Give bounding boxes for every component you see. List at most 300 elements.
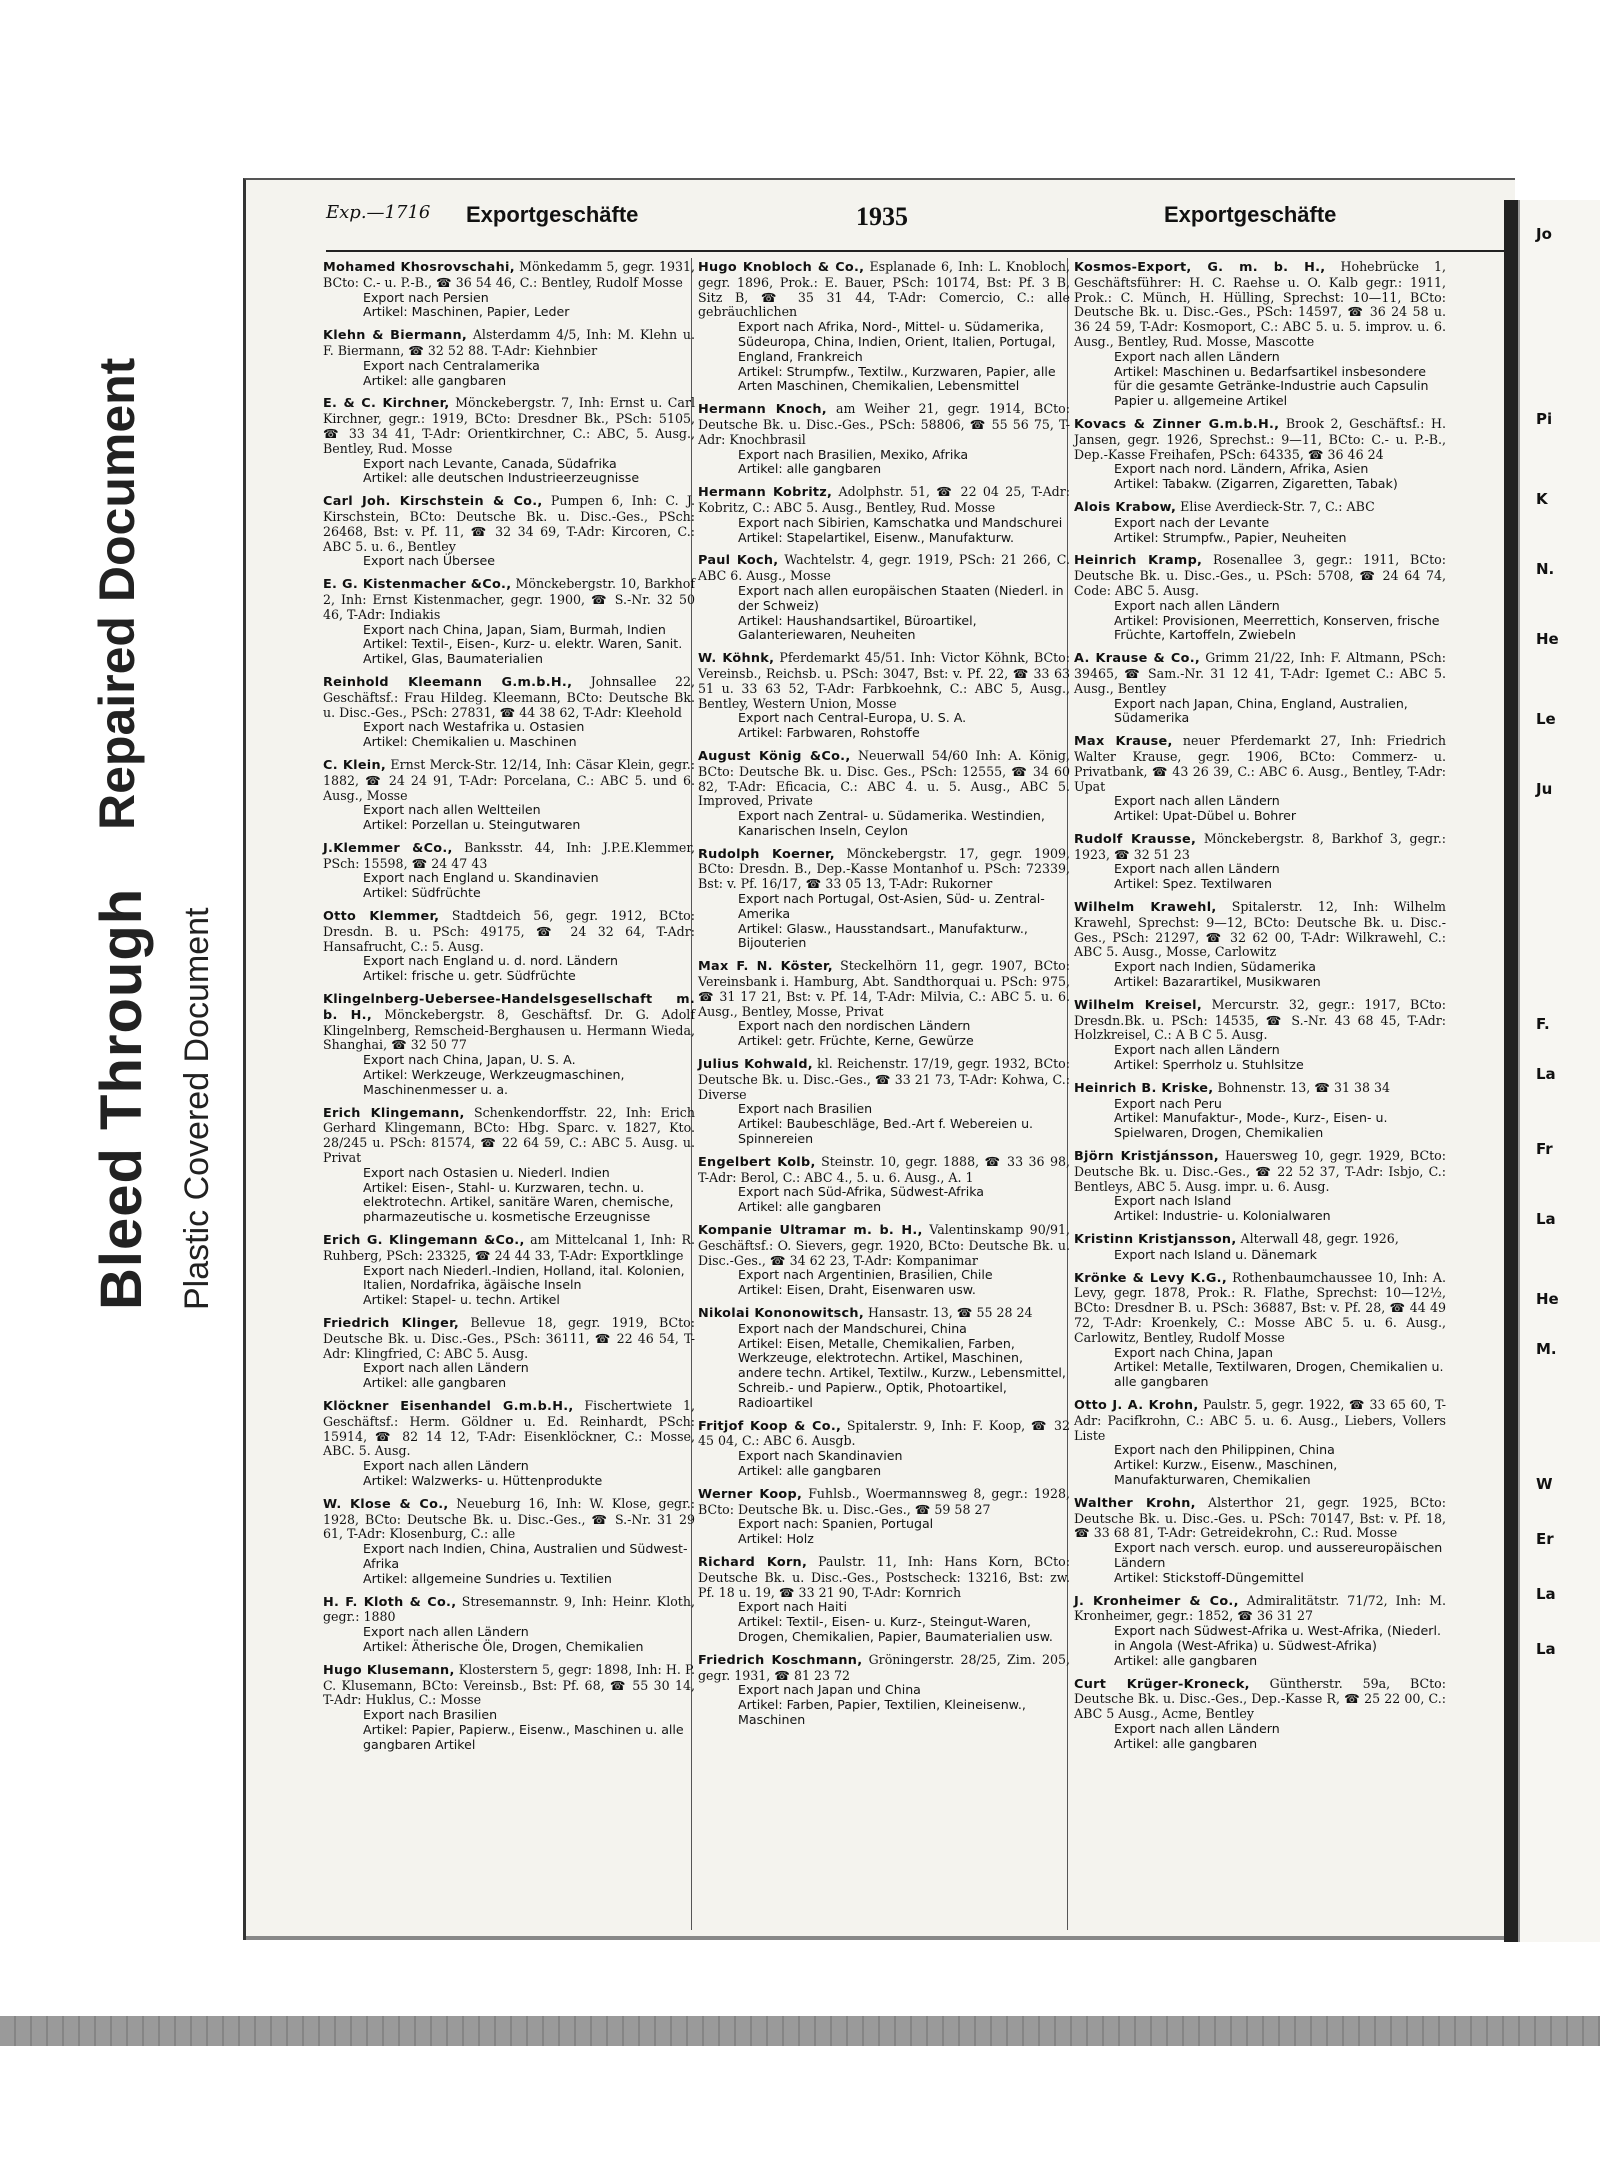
export-line: Export nach Island <box>1114 1193 1232 1209</box>
company-name: J. Kronheimer & Co., <box>1074 1593 1239 1609</box>
entry-heading <box>323 1663 695 1708</box>
article-line: Artikel: Textil-, Eisen-, Kurz- u. elektr. Waren, Sanit. Artikel, Glas, Baumaterialien <box>363 636 683 667</box>
directory-entry <box>323 1233 695 1308</box>
company-details: Spitalerstr. 9, Inh: F. Koop, ☎ 32 45 04, C.: ABC 6. Ausgb. <box>698 1417 1070 1449</box>
company-name: Wilhelm Kreisel, <box>1074 997 1203 1013</box>
export-line: Export nach allen Ländern <box>363 1458 529 1474</box>
directory-entry <box>1074 998 1446 1073</box>
article-line: Artikel: Bazarartikel, Musikwaren <box>1114 974 1321 990</box>
company-details: Johnsallee 22, Geschäftsf.: Frau Hildeg. Kleemann, BCto: Deutsche Bk. u. Disc.-Ges., PSch: 27831, ☎ 44 38 62, T-Adr: Kleehold <box>323 673 695 720</box>
company-details: am Mittelcanal 1, Inh: R. Ruhberg, PSch: 23325, ☎ 24 44 33, T-Adr: Exportklinge <box>323 1232 695 1263</box>
company-name: Max F. N. Köster, <box>698 959 833 975</box>
directory-entry <box>323 675 695 750</box>
entry-heading <box>1074 1149 1446 1194</box>
entry-heading <box>1074 417 1446 462</box>
company-details: Esplanade 6, Inh: L. Knobloch, gegr. 1896, Prok.: E. Bauer, PSch: 10174, Bst: Pf. 3 B, Sitz B, ☎ 35 31 44, T-Adr: Comercio, C.: alle gebräuchlichen <box>698 259 1070 320</box>
entry-heading <box>323 909 695 954</box>
article-line: Artikel: Kurzw., Eisenw., Maschinen, Manufakturwaren, Chemikalien <box>1114 1457 1338 1487</box>
directory-entry <box>323 758 695 833</box>
entry-heading <box>698 1487 1070 1518</box>
export-line: Export nach Afrika, Nord-, Mittel- u. Südamerika, Südeuropa, China, Indien, Orient, Italien, Portugal, England, Frankreich <box>738 319 1056 364</box>
article-line: Artikel: Textil-, Eisen- u. Kurz-, Steingut-Waren, Drogen, Chemikalien, Papier, Baumaterialien usw. <box>738 1614 1053 1644</box>
directory-entry <box>698 260 1070 394</box>
article-line: Artikel: Südfrüchte <box>363 885 481 901</box>
company-details: Bohnenstr. 13, ☎ 31 38 34 <box>1217 1079 1391 1095</box>
export-line: Export nach allen Ländern <box>1114 1042 1280 1058</box>
company-name: Klingelnberg-Uebersee-Handelsgesellschaft m. b. H., <box>323 992 695 1023</box>
company-name: Krönke & Levy K.G., <box>1074 1270 1227 1286</box>
next-page-fragment: W <box>1536 1475 1553 1493</box>
next-page-fragment: He <box>1536 630 1559 648</box>
company-name: Otto Klemmer, <box>323 909 440 925</box>
directory-entry <box>698 959 1070 1049</box>
next-page-fragment: La <box>1536 1585 1556 1603</box>
company-details: Hohebrücke 1, Geschäftsführer: H. C. Raehse u. O. Kalb gegr.: 1911, Prok.: C. Münch, H. Hülling, Sprechst: 10—11, BCto: Deutsche Bk. u. Disc.-Ges., PSch: 14597, ☎ 36 24 58 u. 36 24 59, T-Adr: Kosmoport, C.: ABC 5. u. 5. improv. u. 6. Ausg., Bentley, Rud. Mosse, Mascotte <box>1074 259 1447 349</box>
company-name: Björn Kristjánsson, <box>1074 1149 1219 1165</box>
directory-entry <box>323 396 695 486</box>
directory-entry <box>698 1487 1070 1547</box>
export-line: Export nach allen Ländern <box>363 1360 529 1376</box>
company-details: Güntherstr. 59a, BCto: Deutsche Bk. u. Disc.-Ges., Dep.-Kasse R, ☎ 25 22 00, C.: ABC 5 Ausg., Acme, Bentley <box>1074 1675 1446 1722</box>
company-name: Paul Koch, <box>698 553 779 569</box>
export-line: Export nach Centralamerika <box>363 357 540 373</box>
company-name: Otto J. A. Krohn, <box>1074 1397 1199 1413</box>
entry-heading <box>323 1233 695 1264</box>
company-details: Fuhlsb., Woermannsweg 8, gegr.: 1928, BCto: Deutsche Bk. u. Disc.-Ges., ☎ 59 58 27 <box>698 1485 1070 1517</box>
directory-entry <box>698 1155 1070 1215</box>
company-name: Alois Krabow, <box>1074 499 1177 515</box>
article-line: Artikel: Stickstoff-Düngemittel <box>1114 1569 1304 1585</box>
entry-heading <box>698 485 1070 516</box>
company-name: Friedrich Koschmann, <box>698 1652 863 1668</box>
header-section-right: Exportgeschäfte <box>1164 202 1337 227</box>
entry-heading <box>1074 500 1446 516</box>
directory-entry <box>323 1497 695 1587</box>
scan-bottom-bar <box>0 2016 1600 2046</box>
export-line: Export nach Südwest-Afrika u. West-Afrika, (Niederl. in Angola (West-Afrika) u. Südwest-Afrika) <box>1114 1623 1441 1653</box>
directory-entry <box>323 1399 695 1489</box>
article-line: Artikel: Farben, Papier, Textilien, Kleineisenw., Maschinen <box>738 1697 1026 1727</box>
company-name: Erich G. Klingemann &Co., <box>323 1233 525 1249</box>
export-line: Export nach versch. europ. und aussereuropäischen Ländern <box>1114 1540 1443 1570</box>
company-name: Rudolph Koerner, <box>698 846 835 862</box>
export-line: Export nach Japan, China, England, Australien, Südamerika <box>1114 695 1408 726</box>
company-details: Alsterdamm 4/5, Inh: M. Klehn u. F. Biermann, ☎ 32 52 88. T-Adr: Kiehnbier <box>323 327 695 358</box>
company-name: Hermann Kobritz, <box>698 485 833 501</box>
entry-heading <box>323 841 695 872</box>
company-name: Julius Kohwald, <box>698 1057 813 1073</box>
next-page-fragment: N. <box>1536 560 1555 578</box>
entry-heading <box>698 553 1070 584</box>
company-name: H. F. Kloth & Co., <box>323 1594 457 1610</box>
next-page-fragment: La <box>1536 1210 1556 1228</box>
company-details: Rosenallee 3, gegr.: 1911, BCto: Deutsche Bk. u. Disc.-Ges., u. PSch: 5708, ☎ 24 64 74, Code: ABC 5. Ausg. <box>1074 552 1446 598</box>
article-line: Artikel: Papier, Papierw., Eisenw., Maschinen u. alle gangbaren Artikel <box>363 1721 684 1752</box>
entry-heading <box>1074 1496 1446 1541</box>
directory-entry <box>698 1419 1070 1479</box>
company-details: Gröningerstr. 28/25, Zim. 205, gegr. 1931, ☎ 81 23 72 <box>698 1651 1070 1683</box>
export-line: Export nach Island u. Dänemark <box>1114 1246 1317 1262</box>
directory-entry <box>698 402 1070 477</box>
directory-entry <box>1074 1398 1446 1488</box>
export-line: Export nach Süd-Afrika, Südwest-Afrika <box>738 1184 984 1200</box>
article-line: Artikel: Manufaktur-, Mode-, Kurz-, Eisen- u. Spielwaren, Drogen, Chemikalien <box>1114 1110 1388 1141</box>
entry-heading <box>1074 260 1446 350</box>
article-line: Artikel: Chemikalien u. Maschinen <box>363 734 577 750</box>
article-line: Artikel: alle gangbaren <box>738 1199 882 1215</box>
directory-entry <box>698 1223 1070 1298</box>
company-name: Mohamed Khosrovschahi, <box>323 260 515 275</box>
export-line: Export nach England u. d. nord. Ländern <box>363 953 618 969</box>
export-line: Export nach China, Japan <box>1114 1344 1273 1360</box>
directory-entry <box>323 992 695 1098</box>
company-name: Klöckner Eisenhandel G.m.b.H., <box>323 1398 574 1414</box>
entry-heading <box>323 494 695 554</box>
entry-heading <box>698 959 1070 1019</box>
export-line: Export nach Brasilien <box>363 1707 498 1723</box>
company-name: Reinhold Kleemann G.m.b.H., <box>323 674 573 690</box>
company-details: Steckelhörn 11, gegr. 1907, BCto: Vereinsbank i. Hamburg, Abt. Sandthorquai u. PSch: 975, ☎ 31 17 21, Bst: v. Pf. 14, T-Adr: Milvia, C.: ABC 5. u. 6. Ausg., Bentley, Mosse, Privat <box>698 958 1070 1019</box>
entry-heading <box>1074 1232 1446 1248</box>
article-line: Artikel: Sperrholz u. Stuhlsitze <box>1114 1057 1304 1073</box>
article-line: Artikel: Industrie- u. Kolonialwaren <box>1114 1208 1331 1224</box>
next-page-fragment: La <box>1536 1065 1556 1083</box>
next-page-fragment: F. <box>1536 1015 1550 1033</box>
company-details: Hansastr. 13, ☎ 55 28 24 <box>868 1305 1033 1320</box>
company-name: Walther Krohn, <box>1074 1495 1196 1511</box>
company-name: Kosmos-Export, G. m. b. H., <box>1074 260 1326 275</box>
company-details: Neuerwall 54/60 Inh: A. König, BCto: Deutsche Bk. u. Disc. Ges., PSch: 12555, ☎ 34 60 82, T-Adr: Eficacia, C.: ABC 4. u. 5. Ausg., ABC 5. Improved, Private <box>698 747 1070 809</box>
company-name: Heinrich Kramp, <box>1074 553 1203 569</box>
article-line: Artikel: alle gangbaren <box>738 461 882 477</box>
company-details: Wachtelstr. 4, gegr. 1919, PSch: 21 266, C. ABC 6. Ausg., Mosse <box>698 552 1070 584</box>
entry-heading <box>698 402 1070 447</box>
company-name: Curt Krüger-Kroneck, <box>1074 1676 1250 1692</box>
article-line: Artikel: allgemeine Sundries u. Textilien <box>363 1570 612 1586</box>
company-details: kl. Reichenstr. 17/19, gegr. 1932, BCto: Deutsche Bk. u. Disc.-Ges., ☎ 33 21 73, T-Adr: Kohwa, C.: Diverse <box>698 1056 1071 1102</box>
export-line: Export nach England u. Skandinavien <box>363 870 599 886</box>
directory-entry <box>1074 832 1446 892</box>
company-name: Hugo Klusemann, <box>323 1662 455 1678</box>
company-details: Mönckebergstr. 17, gegr. 1909, BCto: Dresdn. B., Dep.-Kasse Montanhof u. PSch: 72339, Bst: v. Pf. 16/17, ☎ 33 05 13, T-Adr: Rukorner <box>698 845 1071 892</box>
company-details: Alterwall 48, gegr. 1926, <box>1240 1231 1399 1247</box>
header-section-left: Exportgeschäfte <box>466 202 639 227</box>
export-line: Export nach Argentinien, Brasilien, Chile <box>738 1267 993 1283</box>
article-line: Artikel: alle gangbaren <box>363 1375 507 1391</box>
directory-entry <box>698 553 1070 643</box>
next-page-fragment: Fr <box>1536 1140 1553 1158</box>
company-name: Richard Korn, <box>698 1554 808 1570</box>
company-name: A. Krause & Co., <box>1074 651 1201 667</box>
company-name: Kompanie Ultramar m. b. H., <box>698 1223 923 1239</box>
page-gutter <box>1504 200 1518 1942</box>
directory-entry <box>1074 1232 1446 1263</box>
company-details: Mönckebergstr. 8, Barkhof 3, gegr.: 1923, ☎ 32 51 23 <box>1074 830 1446 862</box>
company-name: Max Krause, <box>1074 734 1173 750</box>
company-details: Rothenbaumchaussee 10, Inh: A. Levy, gegr. 1878, Prok.: R. Flathe, Sprechst: 10—12½, BCto: Dresdner B. u. PSch: 36887, Bst: v. Pf. 28, ☎ 44 49 72, T-Adr: Kroenkely, C.: Mosse ABC 5. u. 6. Ausg., Carlowitz, Bentley, Rudolf Mosse <box>1074 1269 1446 1345</box>
company-name: E. G. Kistenmacher &Co., <box>323 577 512 593</box>
next-page-fragment: Le <box>1536 710 1556 728</box>
export-line: Export nach der Levante <box>1114 514 1270 530</box>
directory-entry <box>1074 900 1446 990</box>
directory-entry <box>698 651 1070 741</box>
company-details: Brook 2, Geschäftsf.: H. Jansen, gegr. 1926, Sprechst.: 9—11, BCto: C.- u. P.-B., Dep.-Kasse Freihafen, PSch: 64335, ☎ 36 46 24 <box>1074 415 1446 462</box>
directory-entry <box>1074 734 1446 824</box>
running-header <box>326 202 1515 234</box>
export-line: Export nach nord. Ländern, Afrika, Asien <box>1114 461 1369 477</box>
company-details: Mercurstr. 32, gegr.: 1917, BCto: Dresdn.Bk. u. PSch: 14535, ☎ S.-Nr. 43 68 45, T-Adr: Holzkreisel, C.: A B C 5. Ausg. <box>1074 996 1446 1043</box>
export-line: Export nach Skandinavien <box>738 1448 903 1464</box>
company-details: Banksstr. 44, Inh: J.P.E.Klemmer, PSch: 15598, ☎ 24 47 43 <box>323 839 695 871</box>
directory-entry <box>698 485 1070 545</box>
entry-heading <box>1074 553 1446 598</box>
article-line: Artikel: Strumpfw., Papier, Neuheiten <box>1114 529 1347 545</box>
company-details: Steinstr. 10, gegr. 1888, ☎ 33 36 98, T-Adr: Berol, C.: ABC 4., 5. u. 6. Ausg., A. 1 <box>698 1153 1070 1185</box>
company-name: Hermann Knoch, <box>698 402 827 418</box>
company-details: Spitalerstr. 12, Inh: Wilhelm Krawehl, Sprechst: 9—12, BCto: Deutsche Bk. u. Disc.-Ges., PSch: 21297, ☎ 32 62 00, T-Adr: Wilkrawehl, C.: ABC 5. Ausg., Mosse, Carlowitz <box>1074 899 1446 960</box>
article-line: Artikel: Porzellan u. Steingutwaren <box>363 817 581 833</box>
directory-entry <box>1074 651 1446 726</box>
entry-heading <box>323 1106 695 1166</box>
export-line: Export nach den Philippinen, China <box>1114 1442 1335 1458</box>
article-line: Artikel: getr. Früchte, Kerne, Gewürze <box>738 1033 974 1049</box>
column-1 <box>323 260 695 1761</box>
next-page-fragment: La <box>1536 1640 1556 1658</box>
entry-heading <box>323 1595 695 1626</box>
company-name: Engelbert Kolb, <box>698 1154 816 1170</box>
stamp-repaired-document: Repaired Document <box>89 357 145 830</box>
export-line: Export nach Levante, Canada, Südafrika <box>363 455 617 471</box>
directory-entry <box>698 1555 1070 1645</box>
directory-entry <box>1074 260 1446 409</box>
export-line: Export nach Persien <box>363 289 489 305</box>
directory-entry <box>323 1106 695 1225</box>
company-details: neuer Pferdemarkt 27, Inh: Friedrich Walter Krause, gegr. 1906, BCto: Commerz- u. Privatbank, ☎ 43 26 39, C.: ABC 6. Ausg., Bentley, T-Adr: Upat <box>1074 733 1446 794</box>
entry-heading <box>323 577 695 622</box>
company-details: Stresemannstr. 9, Inh: Heinr. Kloth, gegr.: 1880 <box>323 1593 695 1625</box>
directory-entry <box>323 260 695 320</box>
article-line: Artikel: Strumpfw., Textilw., Kurzwaren, Papier, alle Arten Maschinen, Chemikalien, Lebensmittel <box>738 363 1056 394</box>
article-line: Artikel: Eisen-, Stahl- u. Kurzwaren, techn. u. elektrotechn. Artikel, sanitäre Waren, chemische, pharmazeutische u. kosmetische Erzeugnisse <box>363 1179 674 1225</box>
export-line: Export nach Haiti <box>738 1599 847 1615</box>
entry-heading <box>323 1497 695 1542</box>
directory-entry <box>323 577 695 667</box>
company-details: Hauersweg 10, gegr. 1929, BCto: Deutsche Bk. u. Disc.-Ges., ☎ 22 52 37, T-Adr: Isbjo, C.: Bentleys, ABC 5. Ausg. impr. u. 6. Ausg. <box>1074 1148 1446 1194</box>
export-line: Export nach Indien, Südamerika <box>1114 959 1316 975</box>
export-line: Export nach der Mandschurei, China <box>738 1320 967 1336</box>
header-page-ref: Exp.—1716 <box>326 202 431 223</box>
company-name: W. Köhnk, <box>698 651 775 667</box>
header-rule <box>326 250 1515 252</box>
company-name: Wilhelm Krawehl, <box>1074 900 1217 916</box>
export-line: Export nach Indien, China, Australien und Südwest-Afrika <box>363 1541 688 1571</box>
company-details: Stadtdeich 56, gegr. 1912, BCto: Dresdn. B. u. PSch: 49175, ☎ 24 32 64, T-Adr: Hansafrucht, C.: 5. Ausg. <box>323 908 695 954</box>
company-name: Klehn & Biermann, <box>323 328 468 344</box>
export-line: Export nach allen Ländern <box>1114 597 1280 613</box>
company-details: Fischertwiete 1, Geschäftsf.: Herm. Göldner u. Ed. Reinhardt, PSch: 15914, ☎ 82 14 12, T-Adr: Eisenklöckner, C.: Mosse, ABC. 5. Ausg. <box>323 1397 695 1459</box>
company-details: Mönckebergstr. 7, Inh: Ernst u. Carl Kirchner, gegr.: 1919, BCto: Dresdner Bk., PSch: 5105, ☎ 33 34 41, T-Adr: Orientkirchner, C.: ABC, 5. Ausg., Bentley, Rud. Mosse <box>323 395 695 456</box>
company-name: Heinrich B. Kriske, <box>1074 1080 1214 1096</box>
export-line: Export nach Übersee <box>363 553 496 569</box>
entry-heading <box>323 260 695 291</box>
company-name: Hugo Knobloch & Co., <box>698 260 865 275</box>
entry-heading <box>1074 1677 1446 1722</box>
adjacent-page-edge <box>1518 200 1600 1942</box>
company-name: August König &Co., <box>698 748 851 764</box>
company-details: Klosterstern 5, gegr: 1898, Inh: H. P. C. Klusemann, BCto: Vereinsb., Bst: Pf. 68, ☎ 55 30 14, T-Adr: Huklus, C.: Mosse <box>323 1661 695 1708</box>
company-details: Pumpen 6, Inh: C. J. Kirschstein, BCto: Deutsche Bk. u. Disc.-Ges., PSch: 26468, Bst: v. Pf. 11, ☎ 32 34 69, T-Adr: Kircoren, C.: ABC 5. u. 6., Bentley <box>323 493 695 554</box>
entry-heading <box>698 847 1070 892</box>
company-details: Alsterthor 21, gegr. 1925, BCto: Deutsche Bk. u. Disc.-Ges. u. PSch: 70147, Bst: v. Pf. 18, ☎ 33 68 81, T-Adr: Getreidekrohn, C.: Rud. Mosse <box>1074 1494 1447 1541</box>
next-page-fragment: Jo <box>1536 225 1552 243</box>
company-name: E. & C. Kirchner, <box>323 396 450 412</box>
directory-page <box>243 178 1515 1940</box>
column-3 <box>1074 260 1446 1760</box>
export-line: Export nach allen Ländern <box>1114 861 1280 877</box>
article-line: Artikel: alle gangbaren <box>1114 1735 1258 1751</box>
entry-heading <box>698 749 1070 809</box>
export-line: Export nach allen Ländern <box>1114 348 1280 364</box>
column-2 <box>698 260 1070 1736</box>
company-details: Mönkedamm 5, gegr. 1931, BCto: C.- u. P.-B., ☎ 36 54 46, C.: Bentley, Rudolf Mosse <box>323 259 696 290</box>
article-line: Artikel: Upat-Dübel u. Bohrer <box>1114 808 1297 824</box>
export-line: Export nach Niederl.-Indien, Holland, ital. Kolonien, Italien, Nordafrika, ägäische Inseln <box>363 1262 685 1293</box>
company-name: Friedrich Klinger, <box>323 1316 459 1331</box>
directory-entry <box>698 1057 1070 1147</box>
entry-heading <box>1074 734 1446 794</box>
article-line: Artikel: Spez. Textilwaren <box>1114 876 1273 892</box>
company-name: Nikolai Kononowitsch, <box>698 1306 865 1321</box>
company-details: Elise Averdieck-Str. 7, C.: ABC <box>1180 498 1375 514</box>
company-details: Grimm 21/22, Inh: F. Altmann, PSch: 39465, ☎ Sam.-Nr. 31 12 41, T-Adr: Igemet C.: ABC 5. Ausg., Bentley <box>1074 650 1446 696</box>
next-page-fragment: He <box>1536 1290 1559 1308</box>
directory-entry <box>1074 417 1446 492</box>
company-details: Paulstr. 5, gegr. 1922, ☎ 33 65 60, T-Adr: Pacifkrohn, C.: ABC 5. u. 6. Ausg., Liebers, Vollers Liste <box>1074 1396 1446 1443</box>
directory-entry <box>1074 1149 1446 1224</box>
article-line: Artikel: Metalle, Textilwaren, Drogen, Chemikalien u. alle gangbaren <box>1114 1359 1444 1390</box>
export-line: Export nach Zentral- u. Südamerika. Westindien, Kanarischen Inseln, Ceylon <box>738 808 1045 838</box>
company-name: Carl Joh. Kirschstein & Co., <box>323 494 543 510</box>
entry-heading <box>1074 832 1446 863</box>
company-details: Bellevue 18, gegr. 1919, BCto: Deutsche Bk. u. Disc.-Ges., PSch: 36111, ☎ 22 46 54, T-Adr: Klingfried, C: ABC 5. Ausg. <box>323 1315 695 1361</box>
entry-heading <box>1074 1398 1446 1443</box>
article-line: Artikel: Glasw., Hausstandsart., Manufakturw., Bijouterien <box>738 920 1028 951</box>
article-line: Artikel: Baubeschläge, Bed.-Art f. Webereien u. Spinnereien <box>738 1116 1034 1147</box>
export-line: Export nach: Spanien, Portugal <box>738 1516 934 1532</box>
company-details: Schenkendorffstr. 22, Inh: Erich Gerhard Klingemann, BCto: Hbg. Sparc. v. 1827, Kto. 28/245 u. PSch: 81574, ☎ 22 64 59, C.: ABC 5. Ausg. u. Privat <box>323 1104 695 1166</box>
directory-entry <box>1074 1496 1446 1586</box>
entry-heading <box>698 1653 1070 1684</box>
entry-heading <box>698 651 1070 711</box>
next-page-fragment: Ju <box>1536 780 1553 798</box>
entry-heading <box>323 1316 695 1361</box>
export-line: Export nach Westafrika u. Ostasien <box>363 719 585 735</box>
article-line: Artikel: Eisen, Metalle, Chemikalien, Farben, Werkzeuge, elektrotechn. Artikel, Maschinen, andere techn. Artikel, Textilw., Kurzw., Lebensmittel, Schreib.- und Papierw., Optik, Photoartikel, Radioartikel <box>738 1335 1066 1410</box>
export-line: Export nach China, Japan, U. S. A. <box>363 1052 576 1068</box>
company-details: Neueburg 16, Inh: W. Klose, gegr.: 1928, BCto: Deutsche Bk. u. Disc.-Ges., ☎ S.-Nr. 31 29 61, T-Adr: Klosenburg, C.: alle <box>323 1495 695 1542</box>
export-line: Export nach allen Ländern <box>363 1624 529 1640</box>
directory-entry <box>1074 1081 1446 1141</box>
export-line: Export nach allen Weltteilen <box>363 802 541 818</box>
directory-entry <box>1074 1594 1446 1669</box>
article-line: Artikel: Maschinen, Papier, Leder <box>363 304 570 320</box>
entry-heading <box>1074 1271 1446 1346</box>
export-line: Export nach Japan und China <box>738 1682 921 1698</box>
company-details: Admiralitätstr. 71/72, Inh: M. Kronheimer, gegr.: 1852, ☎ 36 31 27 <box>1074 1592 1446 1624</box>
entry-heading <box>323 675 695 720</box>
company-details: Mönckebergstr. 10, Barkhof 2, Inh: Ernst Kistenmacher, gegr. 1900, ☎ S.-Nr. 32 50 46, T-Adr: Indiakis <box>323 576 695 622</box>
article-line: Artikel: Walzwerks- u. Hüttenprodukte <box>363 1472 603 1488</box>
company-name: Kovacs & Zinner G.m.b.H., <box>1074 416 1280 432</box>
stamp-plastic-covered: Plastic Covered Document <box>178 907 216 1310</box>
entry-heading <box>323 992 695 1053</box>
directory-entry <box>1074 500 1446 545</box>
directory-entry <box>698 749 1070 839</box>
article-line: Artikel: Eisen, Draht, Eisenwaren usw. <box>738 1282 976 1298</box>
company-details: Ernst Merck-Str. 12/14, Inh: Cäsar Klein, gegr.: 1882, ☎ 24 24 91, T-Adr: Porcelana, C.: ABC 5. und 6. Ausg., Mosse <box>323 756 695 803</box>
stamp-bleed-through: Bleed Through <box>89 887 154 1310</box>
article-line: Artikel: Provisionen, Meerrettich, Konserven, frische Früchte, Kartoffeln, Zwiebeln <box>1114 612 1440 643</box>
entry-heading <box>1074 900 1446 960</box>
entry-heading <box>323 758 695 803</box>
entry-heading <box>1074 1081 1446 1097</box>
directory-entry <box>323 909 695 984</box>
directory-entry <box>698 1306 1070 1411</box>
entry-heading <box>323 328 695 359</box>
next-page-fragment: Er <box>1536 1530 1554 1548</box>
entry-heading <box>698 260 1070 320</box>
article-line: Artikel: Werkzeuge, Werkzeugmaschinen, Maschinenmesser u. a. <box>363 1067 625 1097</box>
directory-entry <box>698 1653 1070 1728</box>
entry-heading <box>1074 651 1446 696</box>
export-line: Export nach allen Ländern <box>1114 793 1280 809</box>
directory-entry <box>323 328 695 388</box>
company-name: Kristinn Kristjansson, <box>1074 1232 1237 1248</box>
export-line: Export nach China, Japan, Siam, Burmah, Indien <box>363 621 666 637</box>
company-details: Mönckebergstr. 8, Geschäftsf. Dr. G. Adolf Klingelnberg, Remscheid-Berghausen u. Hermann Wieda, Shanghai, ☎ 32 50 77 <box>323 1006 695 1053</box>
entry-heading <box>698 1419 1070 1450</box>
article-line: Artikel: frische u. getr. Südfrüchte <box>363 968 576 984</box>
article-line: Artikel: Holz <box>738 1531 814 1547</box>
export-line: Export nach Ostasien u. Niederl. Indien <box>363 1164 610 1180</box>
directory-entry <box>323 1595 695 1655</box>
company-details: am Weiher 21, gegr. 1914, BCto: Deutsche Bk. u. Disc.-Ges., PSch: 58806, ☎ 55 56 75, T-Adr: Knochbrasil <box>698 401 1070 447</box>
export-line: Export nach Brasilien, Mexiko, Afrika <box>738 446 969 462</box>
article-line: Artikel: Haushandsartikel, Büroartikel, Galanteriewaren, Neuheiten <box>738 612 977 643</box>
document-stamp <box>0 0 240 1400</box>
entry-heading <box>1074 1594 1446 1625</box>
article-line: Artikel: Stapel- u. techn. Artikel <box>363 1292 560 1308</box>
directory-entry <box>698 847 1070 952</box>
directory-entry <box>1074 1271 1446 1390</box>
company-name: Erich Klingemann, <box>323 1105 465 1121</box>
directory-entry <box>323 841 695 901</box>
company-details: Adolphstr. 51, ☎ 22 04 25, T-Adr: Kobritz, C.: ABC 5. Ausg., Bentley, Rud. Mosse <box>698 484 1070 515</box>
article-line: Artikel: alle deutschen Industrieerzeugnisse <box>363 470 640 486</box>
company-details: Valentinskamp 90/91, Geschäftsf.: O. Sievers, gegr. 1920, BCto: Deutsche Bk. u. Disc.-Ges., ☎ 34 62 23, T-Adr: Kompanimar <box>698 1222 1070 1268</box>
company-name: J.Klemmer &Co., <box>323 840 453 856</box>
export-line: Export nach Peru <box>1114 1095 1222 1111</box>
entry-heading <box>698 1223 1070 1268</box>
article-line: Artikel: Ätherische Öle, Drogen, Chemikalien <box>363 1638 644 1654</box>
entry-heading <box>1074 998 1446 1043</box>
entry-heading <box>698 1057 1070 1102</box>
export-line: Export nach allen europäischen Staaten (Niederl. in der Schweiz) <box>738 582 1064 613</box>
next-page-fragment: K <box>1536 490 1548 508</box>
next-page-fragment: Pi <box>1536 410 1553 428</box>
export-line: Export nach Portugal, Ost-Asien, Süd- u. Zentral-Amerika <box>738 891 1045 921</box>
company-details: Pferdemarkt 45/51. Inh: Victor Köhnk, BCto: Vereinsb., Reichsb. u. PSch: 3047, Bst: v. Pf. 22, ☎ 33 63 51 u. 33 63 52, T-Adr: Farbkoehnk, C.: ABC 5, Ausg., Bentley, Western Union, Mosse <box>698 650 1070 711</box>
